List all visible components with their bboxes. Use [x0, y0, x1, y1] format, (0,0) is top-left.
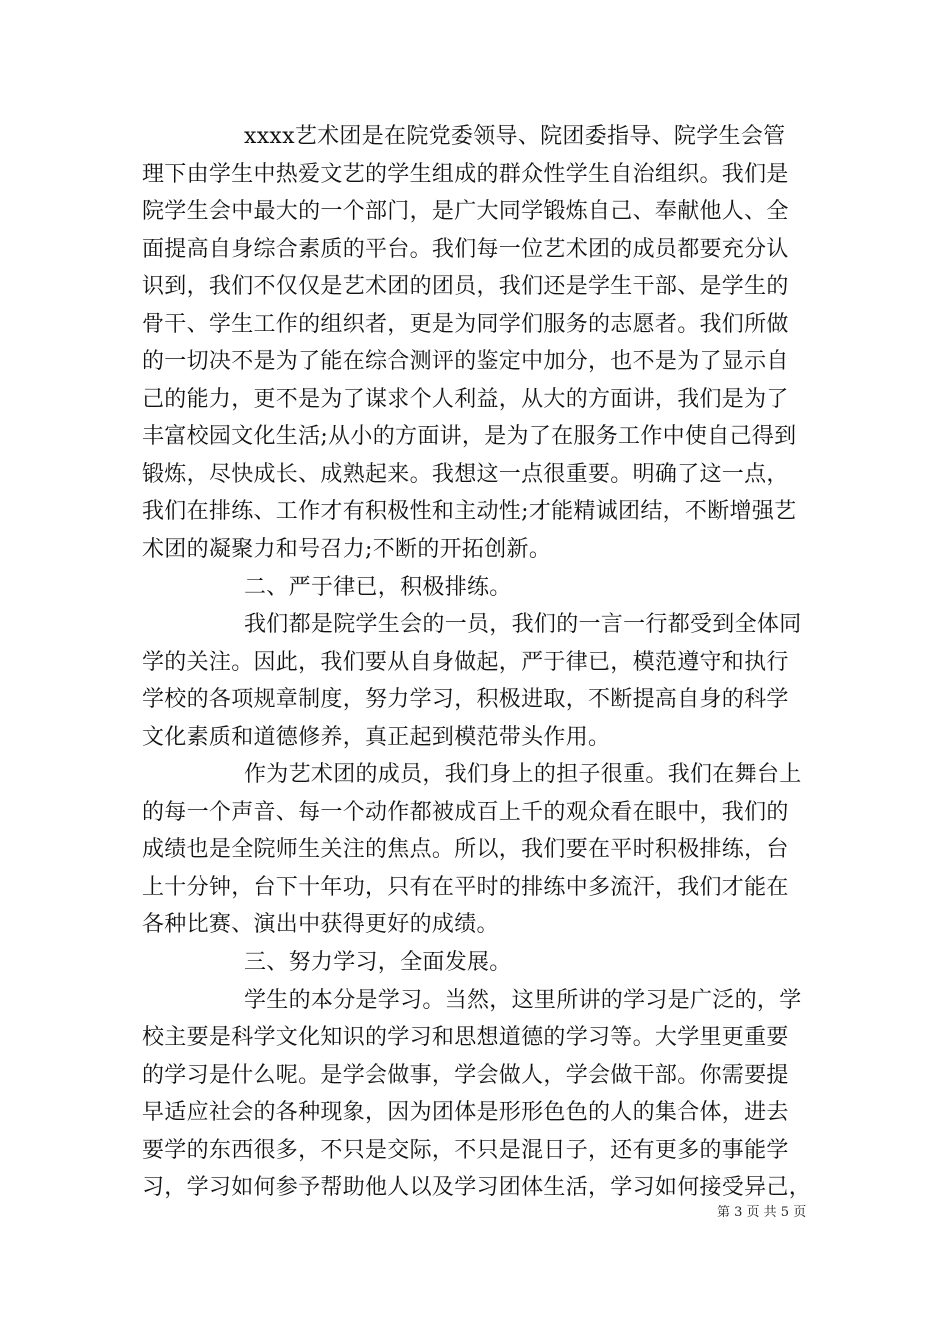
text-line: 成绩也是全院师生关注的焦点。所以，我们要在平时积极排练，台: [142, 837, 789, 863]
text-line: 早适应社会的各种现象，因为团体是形形色色的人的集合体，进去: [142, 1100, 789, 1126]
text-line: 学校的各项规章制度，努力学习，积极进取，不断提高自身的科学: [142, 687, 789, 713]
text-line: 的一切决不是为了能在综合测评的鉴定中加分，也不是为了显示自: [142, 349, 789, 375]
text-line: 的每一个声音、每一个动作都被成百上千的观众看在眼中，我们的: [142, 799, 789, 825]
text-line: 理下由学生中热爱文艺的学生组成的群众性学生自治组织。我们是: [142, 161, 789, 187]
text-line: 校主要是科学文化知识的学习和思想道德的学习等。大学里更重要: [142, 1025, 789, 1051]
text-line: 院学生会中最大的一个部门，是广大同学锻炼自己、奉献他人、全: [142, 199, 789, 225]
text-line: 上十分钟，台下十年功，只有在平时的排练中多流汗，我们才能在: [142, 874, 789, 900]
text-line: 术团的凝聚力和号召力;不断的开拓创新。: [142, 537, 552, 563]
text-line: 作为艺术团的成员，我们身上的担子很重。我们在舞台上: [244, 762, 802, 788]
text-line: 二、严于律已，积极排练。: [244, 574, 512, 600]
text-line: 各种比赛、演出中获得更好的成绩。: [142, 912, 499, 938]
text-line: 我们在排练、工作才有积极性和主动性;才能精诚团结，不断增强艺: [142, 499, 797, 525]
body-text: [142, 118, 812, 1207]
text-line: 三、努力学习，全面发展。: [244, 950, 512, 976]
text-line: 识到，我们不仅仅是艺术团的团员，我们还是学生干部、是学生的: [142, 274, 789, 300]
text-line: 的学习是什么呢。是学会做事，学会做人，学会做干部。你需要提: [142, 1062, 789, 1088]
text-line: xxxx艺术团是在院党委领导、院团委指导、院学生会管: [244, 124, 786, 149]
text-line: 我们都是院学生会的一员，我们的一言一行都受到全体同: [244, 612, 802, 638]
text-line: 文化素质和道德修养，真正起到模范带头作用。: [142, 724, 611, 750]
text-line: 锻炼，尽快成长、成熟起来。我想这一点很重要。明确了这一点，: [142, 461, 789, 487]
text-line: 学生的本分是学习。当然，这里所讲的学习是广泛的，学: [244, 987, 802, 1013]
text-line: 面提高自身综合素质的平台。我们每一位艺术团的成员都要充分认: [142, 236, 789, 262]
text-line: 己的能力，更不是为了谋求个人利益，从大的方面讲，我们是为了: [142, 386, 789, 412]
text-line: 习，学习如何参予帮助他人以及学习团体生活，学习如何接受异己，: [142, 1175, 812, 1201]
text-line: 丰富校园文化生活;从小的方面讲，是为了在服务工作中使自己得到: [142, 424, 797, 450]
text-line: 要学的东西很多，不只是交际，不只是混日子，还有更多的事能学: [142, 1137, 789, 1163]
page-number-footer: 第 3 页 共 5 页: [717, 1205, 807, 1220]
text-line: 学的关注。因此，我们要从自身做起，严于律已，模范遵守和执行: [142, 649, 789, 675]
text-line: 骨干、学生工作的组织者，更是为同学们服务的志愿者。我们所做: [142, 311, 789, 337]
